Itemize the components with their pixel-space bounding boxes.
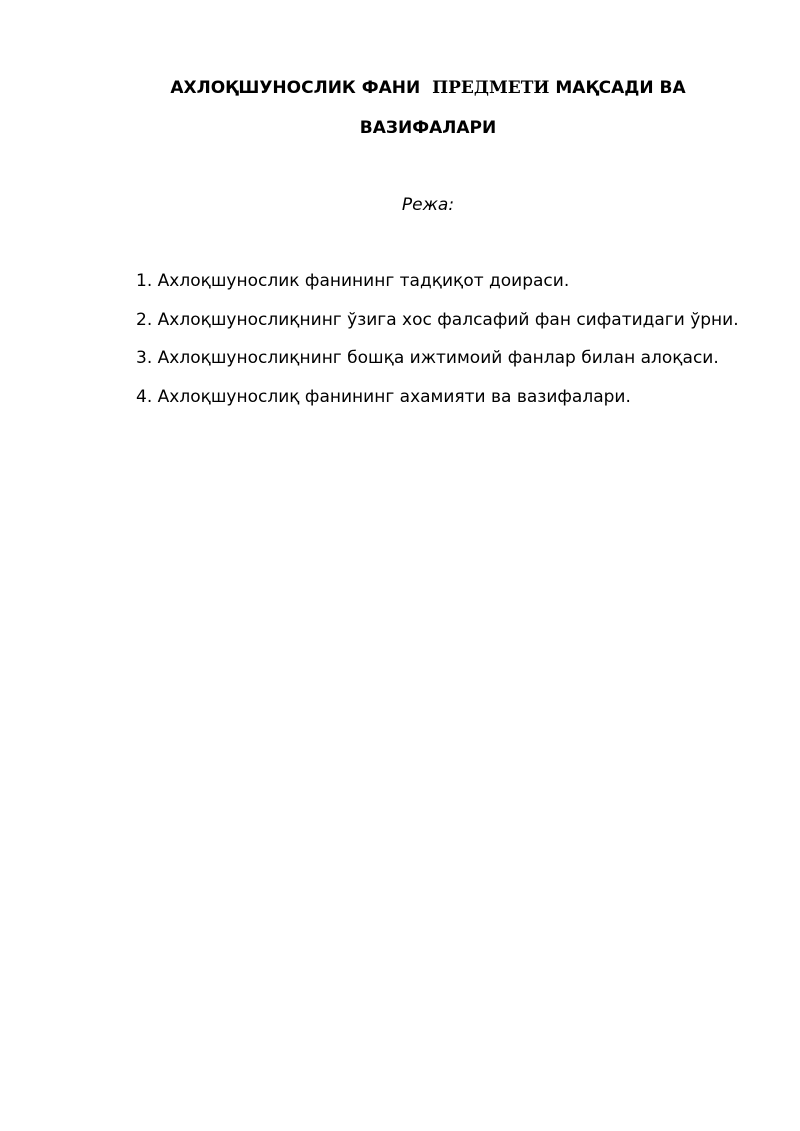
plan-item-number: 1. [136,271,153,291]
plan-item-number: 3. [136,348,153,368]
title-part-3: МАҚСАДИ ВА [555,78,686,98]
plan-heading: Режа: [401,195,455,215]
plan-item-text: Ахлоқшунослиқнинг бошқа ижтимоий фанлар билан алоқаси. [157,348,719,368]
plan-item-number: 4. [136,386,153,407]
plan-item-text: Ахлоқшунослиқ фанининг ахамияти ва вазифалари. [157,386,631,407]
plan-item [136,305,739,344]
title-part-1: АХЛОҚШУНОСЛИК ФАНИ [170,78,421,98]
plan-item [136,382,739,421]
document-title-line-1 [0,78,800,98]
plan-item [136,343,739,382]
document-title-line-2: ВАЗИФАЛАРИ [359,118,497,138]
plan-list [136,266,739,420]
plan-item-number: 2. [136,309,153,330]
plan-item-text: Ахлоқшунослиқнинг ўзига хос фалсафий фан сифатидаги ўрни. [157,309,739,330]
plan-item-text: Ахлоқшунослик фанининг тадқиқот доираси. [157,271,570,291]
title-part-2: ПРЕДМЕТИ [432,78,550,98]
plan-item [136,266,739,305]
